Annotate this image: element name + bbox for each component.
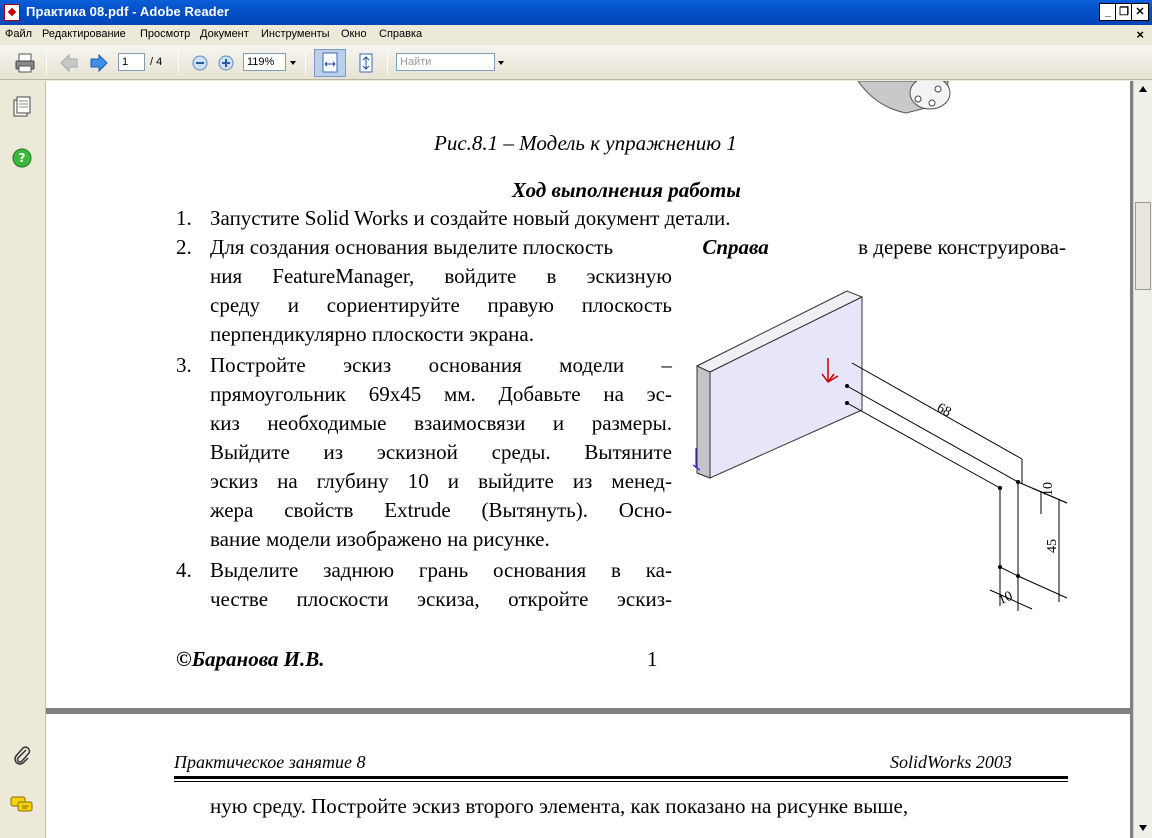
list-item-line: среду и сориентируйте правую плоскость <box>210 293 672 317</box>
list-item-line: жера свойств Extrude (Вытянуть). Осно- <box>210 498 672 522</box>
page-number-input[interactable]: 1 <box>118 53 145 71</box>
running-header-right: SolidWorks 2003 <box>890 752 1012 772</box>
header-rule <box>174 781 1068 782</box>
pages-icon[interactable] <box>12 96 32 118</box>
zoom-dropdown-icon[interactable] <box>289 60 297 66</box>
pdf-page-2 <box>46 714 1130 838</box>
section-heading: Ход выполнения работы <box>512 178 741 202</box>
base-model-figure <box>692 286 1072 626</box>
toolbar-separator <box>46 51 47 75</box>
toolbar <box>0 45 1152 80</box>
previous-page-icon[interactable] <box>58 52 80 74</box>
adobe-reader-icon <box>4 4 20 21</box>
vertical-scrollbar[interactable] <box>1133 81 1152 838</box>
running-header-left: Практическое занятие 8 <box>174 752 366 772</box>
scrollbar-thumb[interactable] <box>1135 202 1151 290</box>
comments-icon[interactable] <box>10 794 34 816</box>
menu-document[interactable]: Документ <box>200 28 249 40</box>
window-title: Практика 08.pdf - Adobe Reader <box>26 4 230 19</box>
list-item-line: Выделите заднюю грань основания в ка- <box>210 558 672 582</box>
fit-width-icon <box>315 50 345 76</box>
list-item-line: честве плоскости эскиза, откройте эскиз- <box>210 587 672 611</box>
toolbar-separator <box>178 51 179 75</box>
list-number: 1. <box>176 206 192 230</box>
search-field[interactable]: Найти <box>396 53 495 71</box>
dimension-label: 45 <box>1045 539 1060 553</box>
figure-caption: Рис.8.1 – Модель к упражнению 1 <box>434 131 737 155</box>
list-item-text: Запустите Solid Works и создайте новый документ детали. <box>210 206 731 230</box>
list-item-line: Постройте эскиз основания модели – <box>210 353 672 377</box>
pdf-page-1 <box>46 81 1130 708</box>
list-item-line: киз необходимые взаимосвязи и размеры. <box>210 411 672 435</box>
menu-window[interactable]: Окно <box>341 28 367 40</box>
menu-view[interactable]: Просмотр <box>140 28 191 40</box>
document-close-button[interactable]: × <box>1136 27 1144 42</box>
list-number: 2. <box>176 235 192 259</box>
emphasis-text: Справа <box>702 235 769 259</box>
list-item-line: перпендикулярно плоскости экрана. <box>210 322 534 346</box>
toolbar-separator <box>387 51 388 75</box>
footer-author: ©Баранова И.В. <box>176 647 325 671</box>
menu-edit[interactable]: Редактирование <box>42 28 126 40</box>
menu-bar <box>0 25 1152 45</box>
list-item-line: вание модели изображено на рисунке. <box>210 527 550 551</box>
menu-tools[interactable]: Инструменты <box>261 28 330 40</box>
next-page-icon[interactable] <box>88 52 110 74</box>
zoom-level-field[interactable]: 119% <box>243 53 286 71</box>
dimension-label: 10 <box>996 588 1015 608</box>
svg-text:?: ? <box>18 151 26 165</box>
toolbar-separator <box>305 51 306 75</box>
list-item-text: в дереве конструирова- <box>858 235 1066 259</box>
dimension-label: 68 <box>933 400 954 421</box>
list-item-line <box>210 235 1066 260</box>
print-icon[interactable] <box>14 52 36 74</box>
help-icon[interactable] <box>11 147 33 169</box>
menu-file[interactable]: Файл <box>5 28 33 40</box>
zoom-in-icon[interactable] <box>217 54 235 72</box>
dimension-label: 10 <box>1041 482 1056 496</box>
fit-page-icon[interactable] <box>355 52 377 74</box>
navigation-pane <box>0 81 46 838</box>
scroll-up-icon[interactable] <box>1138 85 1148 93</box>
page-total: / 4 <box>150 56 163 68</box>
zoom-out-icon[interactable] <box>191 54 209 72</box>
list-item-line: Выйдите из эскизной среды. Вытяните <box>210 440 672 464</box>
attachments-icon[interactable] <box>11 744 33 766</box>
restore-button[interactable]: ❐ <box>1115 3 1133 21</box>
list-item-text: Для создания основания выделите плоскость <box>210 235 614 259</box>
list-number: 4. <box>176 558 192 582</box>
search-dropdown-icon[interactable] <box>497 60 505 66</box>
menu-help[interactable]: Справка <box>379 28 423 40</box>
header-rule <box>174 776 1068 779</box>
title-bar <box>0 0 1152 25</box>
document-viewport <box>46 81 1133 838</box>
model-figure-fragment <box>846 81 966 117</box>
page-number: 1 <box>647 647 658 671</box>
scroll-down-icon[interactable] <box>1138 824 1148 832</box>
close-button[interactable]: ✕ <box>1131 3 1149 21</box>
list-item-line: ния FeatureManager, войдите в эскизную <box>210 264 672 288</box>
minimize-button[interactable]: _ <box>1099 3 1117 21</box>
fit-width-button[interactable] <box>314 49 346 77</box>
list-number: 3. <box>176 353 192 377</box>
list-item-line: прямоугольник 69х45 мм. Добавьте на эс- <box>210 382 672 406</box>
body-line: ную среду. Постройте эскиз второго элемента, как показано на рисунке выше, <box>210 794 909 818</box>
list-item-line: эскиз на глубину 10 и выйдите из менед- <box>210 469 672 493</box>
